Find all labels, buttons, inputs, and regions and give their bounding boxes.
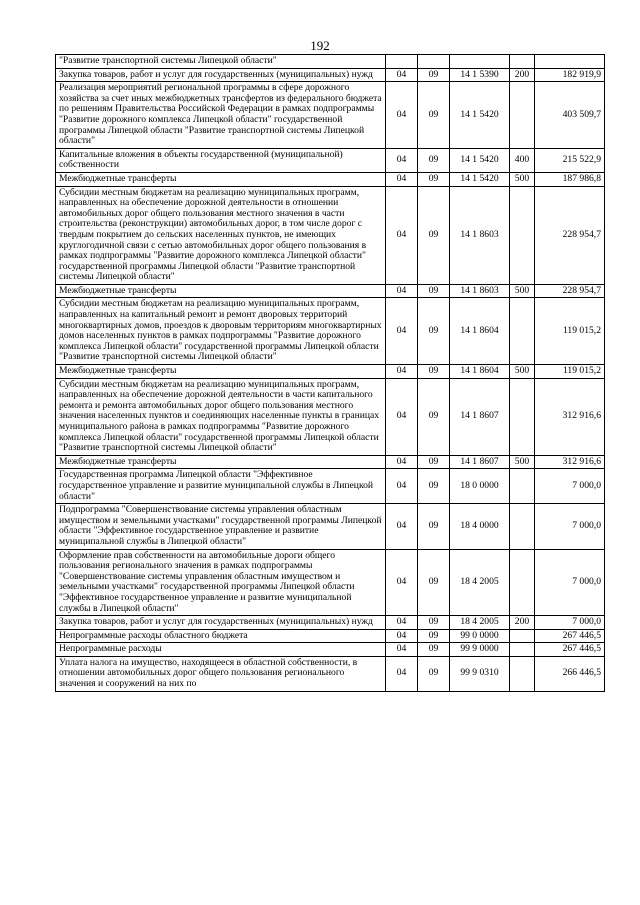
expense-name-cell: Уплата налога на имущество, находящееся в областной собственности, в отношении автомобильных дорог общего пользования регионального значения и сооружений на них по: [56, 656, 386, 691]
target-article-cell: 14 1 5420: [450, 148, 510, 172]
target-article-cell: 14 1 8603: [450, 284, 510, 298]
table-row: [56, 186, 605, 284]
subsection-code-cell: 09: [418, 455, 450, 469]
subsection-code-cell: 09: [418, 82, 450, 149]
target-article-cell: 18 4 0000: [450, 504, 510, 549]
amount-cell: 228 954,7: [535, 284, 605, 298]
amount-cell: 266 446,5: [535, 656, 605, 691]
section-code-cell: 04: [386, 284, 418, 298]
section-code-cell: 04: [386, 455, 418, 469]
section-code-cell: 04: [386, 172, 418, 186]
expense-name-cell: Государственная программа Липецкой области "Эффективное государственное управление и развитие муниципальной службы в Липецкой области": [56, 469, 386, 504]
target-article-cell: 14 1 5420: [450, 82, 510, 149]
subsection-code-cell: 09: [418, 643, 450, 657]
amount-cell: 187 986,8: [535, 172, 605, 186]
expense-type-cell: [510, 629, 535, 643]
subsection-code-cell: 09: [418, 284, 450, 298]
table-row: [56, 148, 605, 172]
expense-type-cell: 500: [510, 365, 535, 379]
section-code-cell: 04: [386, 469, 418, 504]
target-article-cell: 14 1 5420: [450, 172, 510, 186]
amount-cell: 228 954,7: [535, 186, 605, 284]
expense-name-cell: Непрограммные расходы: [56, 643, 386, 657]
amount-cell: 119 015,2: [535, 365, 605, 379]
subsection-code-cell: 09: [418, 616, 450, 630]
table-row: [56, 365, 605, 379]
amount-cell: 215 522,9: [535, 148, 605, 172]
budget-table: [55, 54, 605, 692]
target-article-cell: 18 4 2005: [450, 616, 510, 630]
target-article-cell: 99 9 0000: [450, 643, 510, 657]
amount-cell: 7 000,0: [535, 616, 605, 630]
section-code-cell: 04: [386, 365, 418, 379]
table-row: [56, 504, 605, 549]
table-row: [56, 68, 605, 82]
expense-type-cell: [510, 378, 535, 455]
amount-cell: 7 000,0: [535, 504, 605, 549]
expense-name-cell: Капитальные вложения в объекты государственной (муниципальной) собственности: [56, 148, 386, 172]
table-row: [56, 469, 605, 504]
subsection-code-cell: [418, 55, 450, 69]
expense-name-cell: Межбюджетные трансферты: [56, 455, 386, 469]
subsection-code-cell: 09: [418, 469, 450, 504]
expense-name-cell: Субсидии местным бюджетам на реализацию муниципальных программ, направленных на капитальный ремонт и ремонт дворовых территорий многоквартирных домов, проездов к дворовым территориям многоквартирных домов населенных пунктов в рамках подпрограммы "Развитие дорожного комплекса Липецкой области" государственной программы Липецкой области "Развитие транспортной системы Липецкой области": [56, 298, 386, 365]
target-article-cell: 18 0 0000: [450, 469, 510, 504]
target-article-cell: 14 1 8604: [450, 365, 510, 379]
expense-type-cell: 500: [510, 455, 535, 469]
expense-type-cell: [510, 656, 535, 691]
page-number: 192: [310, 38, 330, 53]
subsection-code-cell: 09: [418, 68, 450, 82]
target-article-cell: [450, 55, 510, 69]
section-code-cell: [386, 55, 418, 69]
section-code-cell: 04: [386, 504, 418, 549]
expense-type-cell: [510, 82, 535, 149]
expense-name-cell: Закупка товаров, работ и услуг для государственных (муниципальных) нужд: [56, 68, 386, 82]
expense-type-cell: 500: [510, 284, 535, 298]
table-row: [56, 629, 605, 643]
expense-type-cell: 200: [510, 68, 535, 82]
expense-type-cell: [510, 549, 535, 616]
target-article-cell: 14 1 8607: [450, 455, 510, 469]
amount-cell: 182 919,9: [535, 68, 605, 82]
section-code-cell: 04: [386, 656, 418, 691]
expense-name-cell: Непрограммные расходы областного бюджета: [56, 629, 386, 643]
amount-cell: [535, 55, 605, 69]
table-row: [56, 298, 605, 365]
expense-name-cell: Реализация мероприятий региональной программы в сфере дорожного хозяйства за счет иных межбюджетных трансфертов из федерального бюджета по решениям Правительства Российской Федерации в рамках подпрограммы "Развитие дорожного комплекса Липецкой области" государственной программы Липецкой области "Развитие транспортной системы Липецкой области": [56, 82, 386, 149]
table-row: [56, 284, 605, 298]
target-article-cell: 99 9 0310: [450, 656, 510, 691]
amount-cell: 7 000,0: [535, 549, 605, 616]
expense-type-cell: 500: [510, 172, 535, 186]
section-code-cell: 04: [386, 629, 418, 643]
section-code-cell: 04: [386, 148, 418, 172]
subsection-code-cell: 09: [418, 549, 450, 616]
table-row: [56, 55, 605, 69]
expense-type-cell: [510, 504, 535, 549]
table-row: [56, 616, 605, 630]
section-code-cell: 04: [386, 186, 418, 284]
amount-cell: 267 446,5: [535, 629, 605, 643]
expense-type-cell: [510, 298, 535, 365]
target-article-cell: 18 4 2005: [450, 549, 510, 616]
subsection-code-cell: 09: [418, 172, 450, 186]
subsection-code-cell: 09: [418, 365, 450, 379]
expense-name-cell: Субсидии местным бюджетам на реализацию муниципальных программ, направленных на обеспечение дорожной деятельности в отношении автомобильных дорог общего пользования местного значения в части строительства (реконструкции) автомобильных дорог, в том числе дорог с твердым покрытием до сельских населенных пунктов, не имеющих круглогодичной связи с сетью автомобильных дорог общего пользования в рамках подпрограммы "Развитие дорожного комплекса Липецкой области" государственной программы Липецкой области "Развитие транспортной системы Липецкой области": [56, 186, 386, 284]
subsection-code-cell: 09: [418, 378, 450, 455]
section-code-cell: 04: [386, 298, 418, 365]
expense-type-cell: [510, 55, 535, 69]
expense-name-cell: "Развитие транспортной системы Липецкой области": [56, 55, 386, 69]
expense-type-cell: [510, 643, 535, 657]
table-row: [56, 455, 605, 469]
table-row: [56, 549, 605, 616]
table-row: [56, 378, 605, 455]
budget-table-body: [56, 55, 605, 692]
section-code-cell: 04: [386, 616, 418, 630]
expense-type-cell: [510, 186, 535, 284]
subsection-code-cell: 09: [418, 656, 450, 691]
amount-cell: 119 015,2: [535, 298, 605, 365]
section-code-cell: 04: [386, 378, 418, 455]
table-row: [56, 643, 605, 657]
table-row: [56, 656, 605, 691]
expense-type-cell: [510, 469, 535, 504]
expense-name-cell: Субсидии местным бюджетам на реализацию муниципальных программ, направленных на обеспечение дорожной деятельности в части капитального ремонта и ремонта автомобильных дорог общего пользования местного значения населенных пунктов и соединяющих населенные пункты в границах муниципального района в рамках подпрограммы "Развитие дорожного комплекса Липецкой области" государственной программы Липецкой области "Развитие транспортной системы Липецкой области": [56, 378, 386, 455]
subsection-code-cell: 09: [418, 504, 450, 549]
subsection-code-cell: 09: [418, 298, 450, 365]
expense-name-cell: Оформление прав собственности на автомобильные дороги общего пользования регионального значения в рамках подпрограммы "Совершенствование системы управления областным имуществом и земельными участками" государственной программы Липецкой области "Эффективное государственное управление и развитие муниципальной службы в Липецкой области": [56, 549, 386, 616]
expense-name-cell: Межбюджетные трансферты: [56, 284, 386, 298]
section-code-cell: 04: [386, 643, 418, 657]
target-article-cell: 14 1 8604: [450, 298, 510, 365]
amount-cell: 312 916,6: [535, 455, 605, 469]
target-article-cell: 14 1 8607: [450, 378, 510, 455]
subsection-code-cell: 09: [418, 629, 450, 643]
expense-type-cell: 200: [510, 616, 535, 630]
target-article-cell: 14 1 5390: [450, 68, 510, 82]
expense-name-cell: Подпрограмма "Совершенствование системы управления областным имуществом и земельными участками" государственной программы Липецкой области "Эффективное государственное управление и развитие муниципальной службы в Липецкой области": [56, 504, 386, 549]
expense-name-cell: Межбюджетные трансферты: [56, 365, 386, 379]
amount-cell: 312 916,6: [535, 378, 605, 455]
target-article-cell: 99 0 0000: [450, 629, 510, 643]
expense-type-cell: 400: [510, 148, 535, 172]
section-code-cell: 04: [386, 82, 418, 149]
subsection-code-cell: 09: [418, 148, 450, 172]
expense-name-cell: Закупка товаров, работ и услуг для государственных (муниципальных) нужд: [56, 616, 386, 630]
expense-name-cell: Межбюджетные трансферты: [56, 172, 386, 186]
table-row: [56, 82, 605, 149]
amount-cell: 403 509,7: [535, 82, 605, 149]
amount-cell: 267 446,5: [535, 643, 605, 657]
section-code-cell: 04: [386, 549, 418, 616]
section-code-cell: 04: [386, 68, 418, 82]
table-row: [56, 172, 605, 186]
target-article-cell: 14 1 8603: [450, 186, 510, 284]
amount-cell: 7 000,0: [535, 469, 605, 504]
subsection-code-cell: 09: [418, 186, 450, 284]
